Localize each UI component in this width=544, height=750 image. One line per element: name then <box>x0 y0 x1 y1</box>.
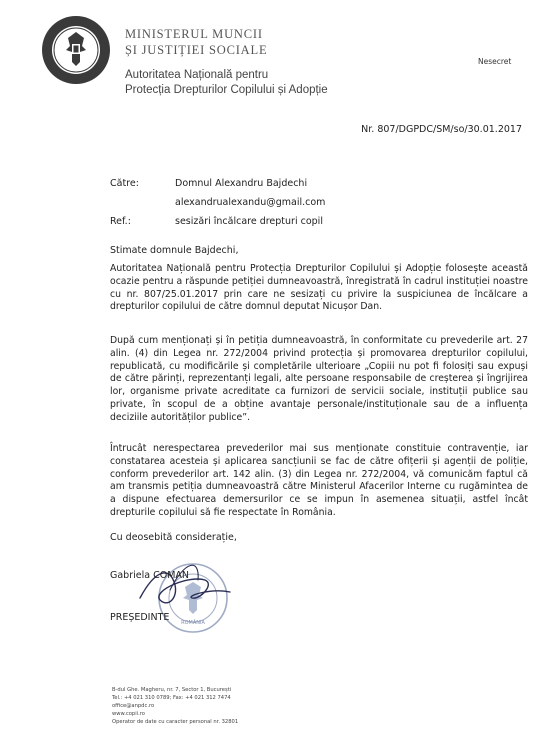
footer-email[interactable]: office@anpdc.ro <box>112 703 155 709</box>
footer-contact <box>112 686 238 726</box>
authority-line-2: Protecția Drepturilor Copilului și Adopție <box>125 84 328 96</box>
government-seal <box>40 14 112 86</box>
ref-value: sesizări încălcare drepturi copil <box>175 216 323 227</box>
authority-name <box>125 68 328 98</box>
footer-operator: Operator de date cu caracter personal nr. 32801 <box>112 719 239 725</box>
ministry-line-2: ȘI JUSTIȚIEI SOCIALE <box>125 43 268 57</box>
classification-label: Nesecret <box>478 57 512 66</box>
closing: Cu deosebită considerație, <box>110 532 237 543</box>
footer-website[interactable]: www.copii.ro <box>112 711 145 717</box>
signer-title: PREȘEDINTE <box>110 612 170 623</box>
salutation: Stimate domnule Bajdechi, <box>110 245 239 256</box>
recipient-name: Domnul Alexandru Bajdechi <box>175 178 308 189</box>
signer-name: Gabriela COMAN <box>110 570 189 581</box>
paragraph-2: După cum menționați și în petiția dumneavoastră, în conformitate cu prevederile art. 27 alin. (4) din Legea nr. 272/2004 privind protecția și promovarea drepturilor copilului, republicată, cu modificările și completările ulterioare „Copiii nu pot fi folosiți sau expuși de către părinți, reprezentanți legali, alte persoane responsabile de creșterea și îngrijirea lor, organisme private acreditate ca furnizori de servicii sociale, instituții publice sau private, în scopul de a obține avantaje personale/instituționale sau de a influența deciziile autorităților publice”. <box>110 335 528 423</box>
footer-address: B-dul Ghe. Magheru, nr. 7, Sector 1, București <box>112 687 232 693</box>
footer-phone: Tel.: +4 021 310 0789; Fax: +4 021 312 7474 <box>112 695 231 701</box>
stamp-text: ROMÂNIA <box>181 620 205 626</box>
registration-number: Nr. 807/DGPDC/SM/so/30.01.2017 <box>361 124 522 135</box>
ministry-name <box>125 26 267 58</box>
ref-label: Ref.: <box>110 216 131 227</box>
ministry-line-1: MINISTERUL MUNCII <box>125 27 263 41</box>
authority-line-1: Autoritatea Națională pentru <box>125 69 269 81</box>
paragraph-1: Autoritatea Națională pentru Protecția Drepturilor Copilului și Adopție folosește această ocazie pentru a răspunde petiției dumneavoastră, înregistrată în cadrul instituției noastre cu nr. 807/25.01.2017 prin care ne sesizați cu privire la suspiciunea de încălcare a drepturilor copilului de către domnul deputat Nicușor Dan. <box>110 263 528 313</box>
recipient-email: alexandrualexandu@gmail.com <box>175 197 326 208</box>
to-label: Către: <box>110 178 139 189</box>
handwritten-signature <box>130 550 250 620</box>
paragraph-3: Întrucât nerespectarea prevederilor mai sus menționate constituie contravenție, iar constatarea acesteia și aplicarea sancțiunii se fac de către ofițerii și agenții de poliție, conform prevederilor art. 142 alin. (3) din Legea nr. 272/2004, vă comunicăm faptul că am transmis petiția dumneavoastră către Ministerul Afacerilor Interne cu rugămintea de a dispune efectuarea demersurilor ce se impun în asemenea situații, astfel încât drepturile copilului să fie respectate în România. <box>110 443 528 518</box>
